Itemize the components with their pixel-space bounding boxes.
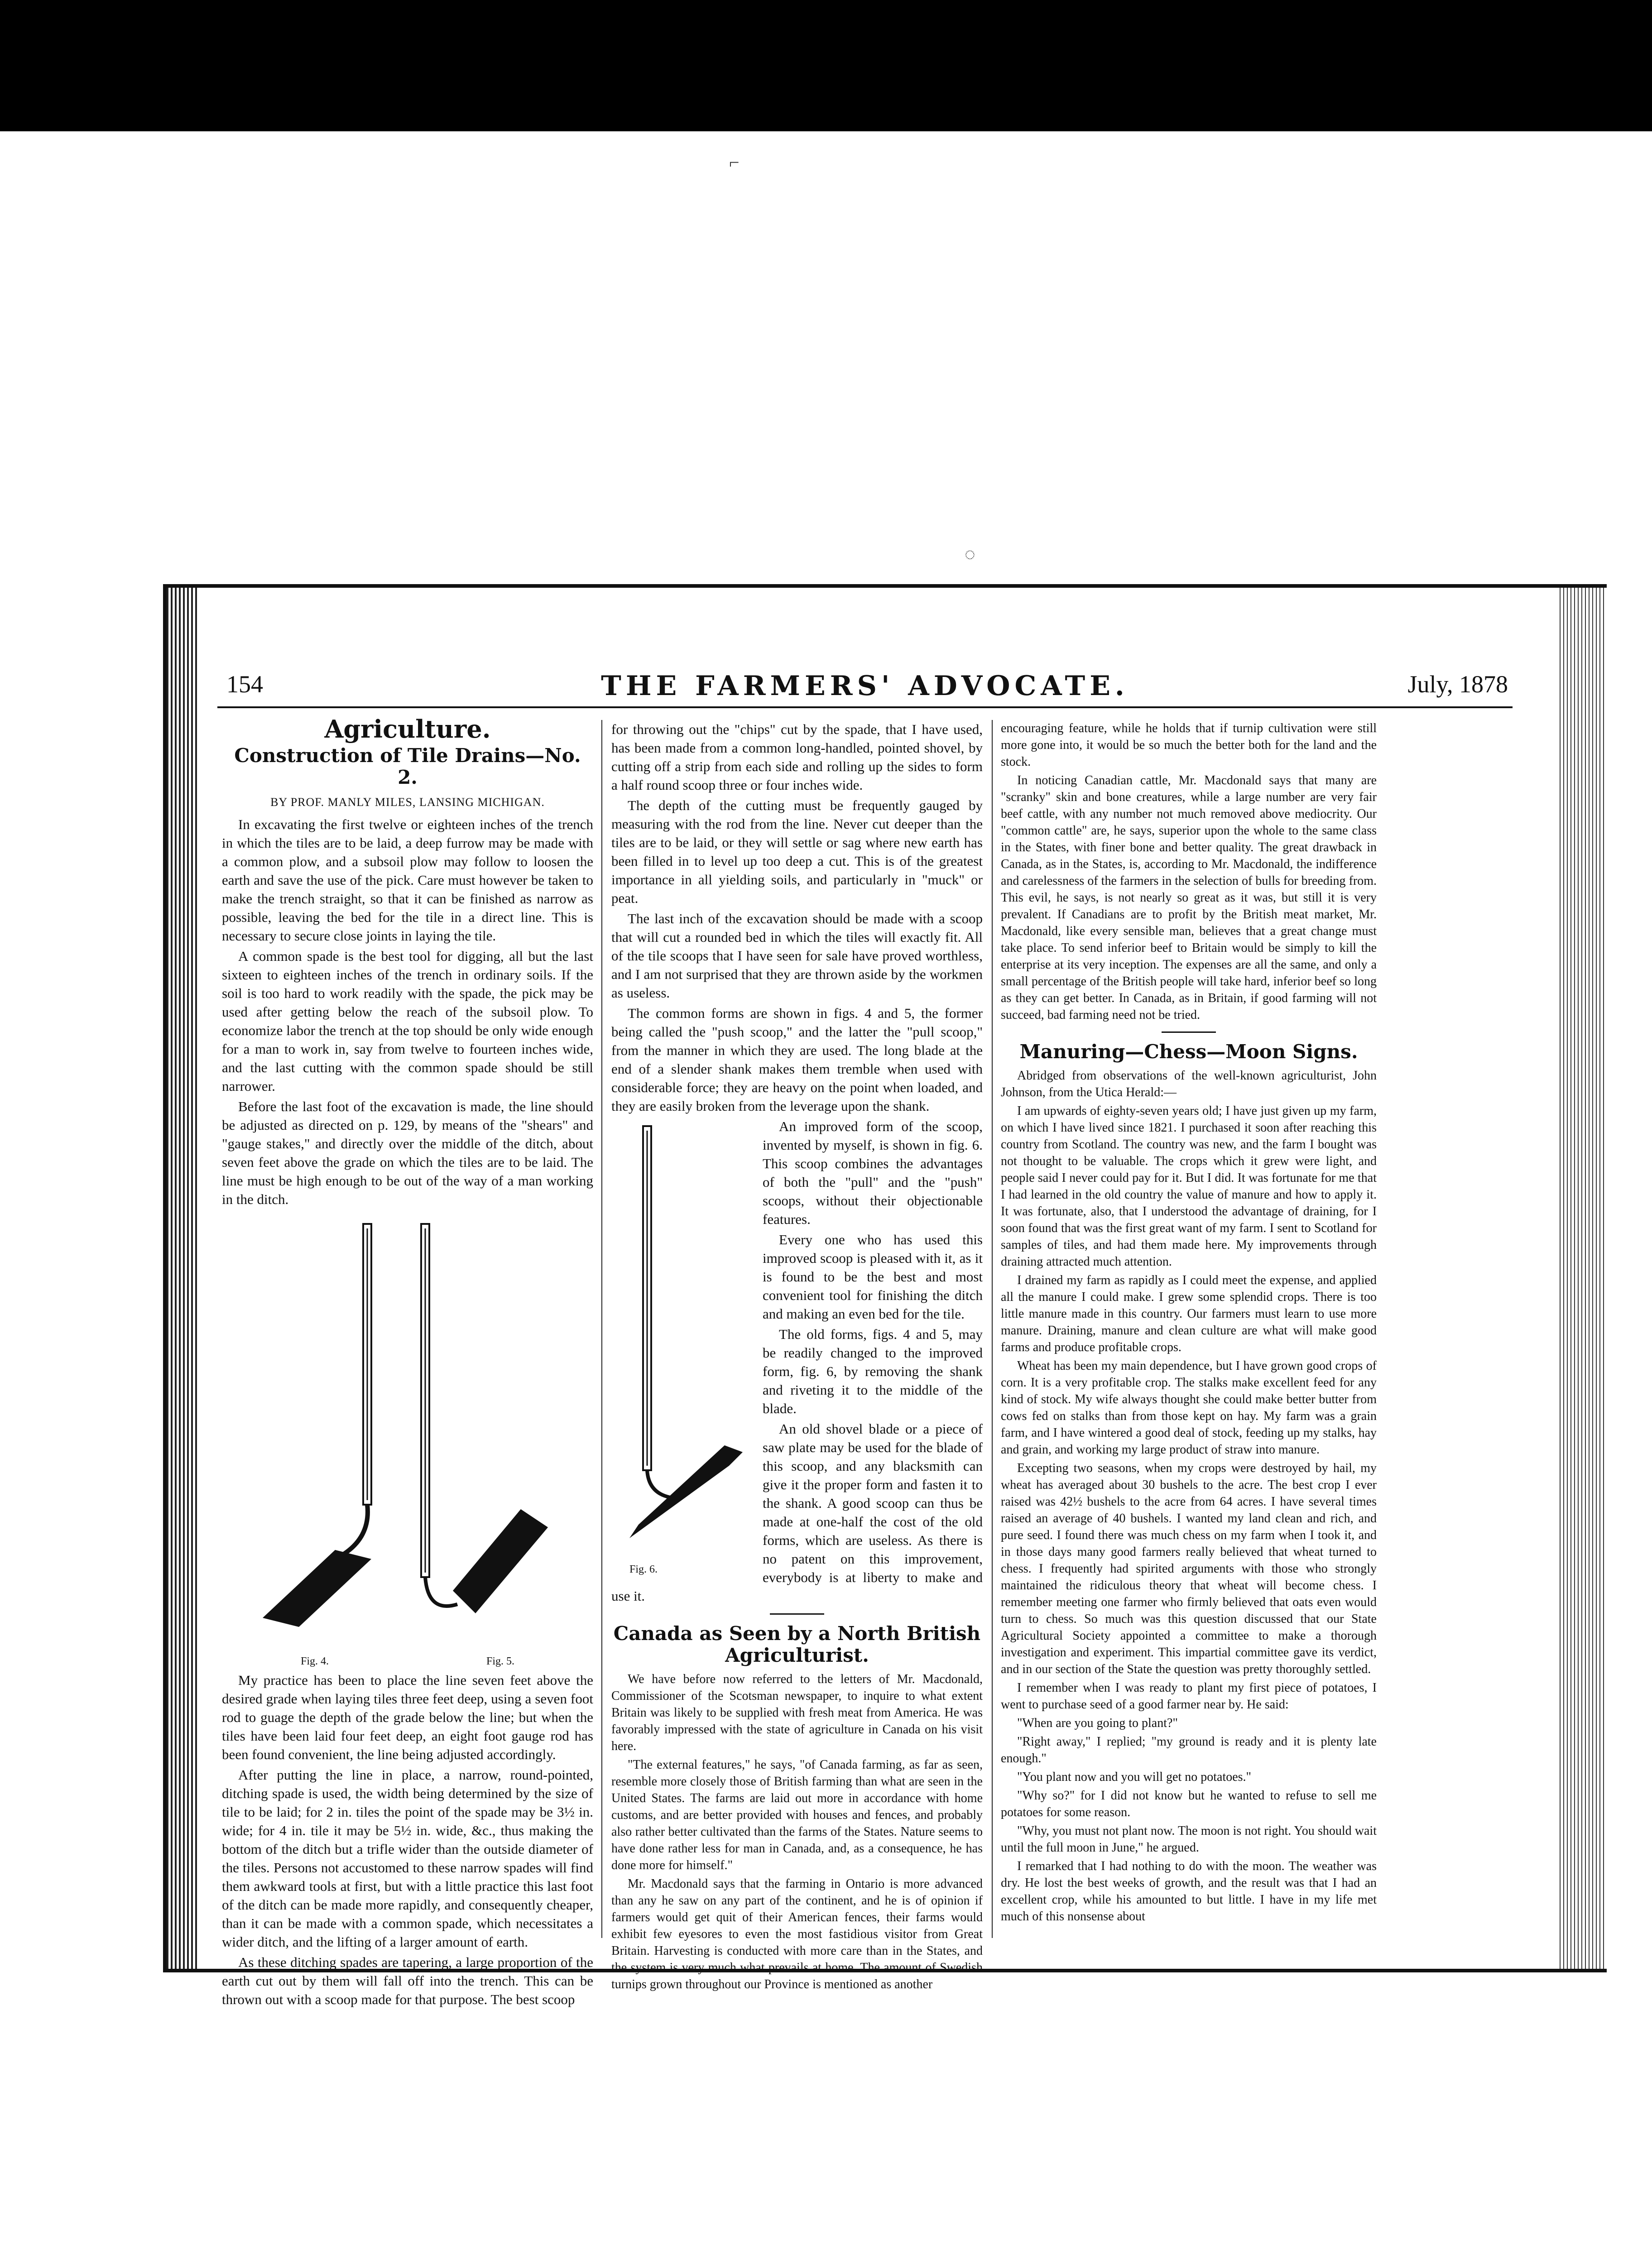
column-rule — [601, 720, 602, 1938]
paragraph: "Right away," I replied; "my ground is ready and it is plenty late enough." — [1001, 1735, 1377, 1765]
paragraph: for throwing out the "chips" cut by the spade, that I have used, has been made from a common long-handled, pointed shovel, by cutting off a strip from each side and rolling up the sides to form a half round scoop three or four inches wide. — [611, 721, 983, 793]
paragraph: My practice has been to place the line seven feet above the desired grade when laying tiles three feet deep, using a seven foot rod to guage the depth of the grade below the line; but when the tiles have been laid four feet deep, an eight foot gauge rod has been found convenient, the line being adjusted accordingly. — [222, 1672, 593, 1762]
paragraph: Mr. Macdonald says that the farming in Ontario is more advanced than any he saw on any part of the continent, and he is of opinion if farmers would get quit of their American fences, their farms would exhibit few eyesores to even the most fastidious visitor from Great Britain. Harvesting is conducted with more care than in the States, and the system is very much what prevails at home. The amount of Swedish turnips grown throughout our Province is mentioned as another — [611, 1877, 983, 1991]
article-separator — [1162, 1031, 1216, 1033]
article-byline: BY PROF. MANLY MILES, LANSING MICHIGAN. — [270, 796, 545, 809]
paragraph: In excavating the first twelve or eighteen inches of the trench in which the tiles are to be laid, a deep furrow may be made with a common plow, and a subsoil plow may follow to loosen the earth and save the use of the pick. Care must however be taken to make the trench straight, so that it can be finished as narrow as possible, leaving the bed for the tile in a direct line. This is necessary to secure close joints in laying the tile. — [222, 816, 593, 944]
issue-date: July, 1878 — [1407, 671, 1508, 698]
column-rule — [992, 720, 993, 1938]
scoop-illustrations — [222, 1215, 593, 1636]
column-1 — [222, 715, 593, 2010]
paragraph: "The external features," he says, "of Canada farming, as far as seen, resemble more closely those of British farming than what are seen in the United States. The farms are laid out more in accordance with home customs, and are better provided with houses and fences, and probably also rather better cultivated than the farms of the States. Nature seems to have done rather less for man in Canada, and, as a consequence, he has done more for himself." — [611, 1758, 983, 1872]
newspaper-page — [217, 643, 1513, 2007]
improved-scoop-illustration — [611, 1117, 756, 1552]
paragraph: After putting the line in place, a narrow, round-pointed, ditching spade is used, the width being determined by the size of tile to be laid; for 2 in. tiles the point of the spade may be 3½ in. wide; for 4 in. tile it may be 5½ in. wide, &c., thus making the bottom of the ditch but a trifle wider than the outside diameter of the tiles. Persons not accustomed to these narrow spades will find them awkward tools at first, but with a little practice this last foot of the ditch can be made more rapidly, and consequently cheaper, than it can be made with a common spade, which necessitates a wider ditch, and the lifting of a larger amount of earth. — [222, 1767, 593, 1950]
article-separator — [770, 1613, 824, 1615]
masthead-title: THE FARMERS' ADVOCATE. — [601, 670, 1129, 702]
fig4-push-scoop — [263, 1224, 371, 1627]
paragraph: An improved form of the scoop, invented by myself, is shown in fig. 6. This scoop combines the advantages of both the "pull" and the "push" scoops, without their objectionable features. — [763, 1118, 983, 1227]
paragraph: The last inch of the excavation should be made with a scoop that will cut a rounded bed in which the tiles will exactly fit. All of the tile scoops that I have seen for sale have proved worthless, and I am not surprised that they are thrown aside by the workmen as useless. — [611, 911, 983, 1001]
paragraph: The common forms are shown in figs. 4 and 5, the former being called the "push scoop," and the latter the "pull scoop," from the manner in which they are used. The long blade at the end of a slender shank makes them tremble when used with considerable force; they are heavy on the point when loaded, and they are easily broken from the leverage upon the shank. — [611, 1005, 983, 1114]
article-title: Manuring—Chess—Moon Signs. — [1019, 1041, 1358, 1063]
article-title: Construction of Tile Drains—No. 2. — [234, 744, 581, 788]
paragraph: I am upwards of eighty-seven years old; I have just given up my farm, on which I have lived since 1821. I purchased it soon after reaching this country from Scotland. The country was new, and the farm I bought was not thought to be valuable. The crops which it grew were light, and people said I never could pay for it. But I did. It was fortunate for me that I had learned in the old country the value of manure and how to apply it. It was fortunate, also, that I understood the advantage of draining, for I soon found that was the first great want of my farm. I sent to Scotland for samples of tiles, and had them made here. My improvements through draining attracted much attention. — [1001, 1104, 1377, 1269]
paragraph: We have before now referred to the letters of Mr. Macdonald, Commissioner of the Scotsman newspaper, to inquire to what extent Britain was likely to be supplied with fresh meat from America. He was favorably impressed with the state of agriculture in Canada on his visit here. — [611, 1672, 983, 1753]
scan-mark: ⌐ — [729, 152, 740, 173]
fig5-caption: Fig. 5. — [486, 1655, 514, 1667]
paragraph: Every one who has used this improved scoop is pleased with it, as it is found to be the best and most convenient tool for finishing the ditch and making an even bed for the tile. — [763, 1232, 983, 1322]
page-number: 154 — [226, 671, 263, 698]
fig4-caption: Fig. 4. — [300, 1655, 329, 1667]
paragraph: Before the last foot of the excavation is made, the line should be adjusted as directed on p. 129, by means of the "shears" and "gauge stakes," and directly over the middle of the ditch, about seven feet above the grade on which the tiles are to be laid. The line must be high enough to be out of the way of a man working in the ditch. — [222, 1098, 593, 1207]
paragraph: I remarked that I had nothing to do with the moon. The weather was dry. He lost the best weeks of growth, and the result was that I had an excellent crop, while his amounted to but little. I have in my life met much of this nonsense about — [1001, 1859, 1377, 1923]
fig6-caption: Fig. 6. — [629, 1564, 658, 1575]
paragraph: encouraging feature, while he holds that if turnip cultivation were still more gone into, it would be so much the better both for the land and the stock. — [1001, 721, 1377, 769]
paragraph: I remember when I was ready to plant my first piece of potatoes, I went to purchase seed of a good farmer near by. He said: — [1001, 1681, 1377, 1712]
figure-captions — [222, 1652, 593, 1671]
paragraph: The old forms, figs. 4 and 5, may be readily changed to the improved form, fig. 6, by removing the shank and riveting it to the middle of the blade. — [763, 1326, 983, 1416]
paragraph: In noticing Canadian cattle, Mr. Macdonald says that many are "scranky" skin and bone creatures, while a large number are very fair beef cattle, with any number not much removed above mediocrity. Our "common cattle" are, he says, superior upon the whole to the same class in the States, with finer bone and better quality. The great drawback in Canada, as in the States, is, according to Mr. Macdonald, the indifference and carelessness of the farmers in the selection of bulls for breeding from. This evil, he says, is not nearly so great as it was, but still it is very prevalent. If Canadians are to profit by the British meat market, Mr. Macdonald, like every sensible man, believes that a great change must take place. To send inferior beef to Britain would be simply to kill the enterprise at its very inception. The expenses are all the same, and only a small percentage of the British people will take hard, inferior beef so long as they can get better. In Canada, as in Britain, if good farming will not succeed, bad farming need not be tried. — [1001, 773, 1377, 1022]
paragraph: The depth of the cutting must be frequently gauged by measuring with the rod from the line. Never cut deeper than the tiles are to be laid, or they will settle or sag where new earth has been filled in to level up too deep a cut. This is of the greatest importance in all yielding soils, and particularly in "muck" or peat. — [611, 797, 983, 906]
scan-mark: ◌ — [965, 544, 975, 564]
page-header — [217, 670, 1513, 708]
paragraph: I drained my farm as rapidly as I could meet the expense, and applied all the manure I could make. I grew some splendid crops. There is too little manure made in this country. Our farmers must learn to use more manure. Draining, manure and clean culture are what will make good farms and produce profitable crops. — [1001, 1273, 1377, 1354]
paragraph: Wheat has been my main dependence, but I have grown good crops of corn. It is a very profitable crop. The stalks make excellent feed for any kind of stock. My wife always thought she could make better butter from cows fed on stalks than from those kept on hay. My farm was a grain farm, and I have wintered a good deal of stock, feeding up my stalks, hay and grain, and working my large product of straw into manure. — [1001, 1359, 1377, 1457]
paragraph: Abridged from observations of the well-known agriculturist, John Johnson, from the Utica Herald:— — [1001, 1069, 1377, 1099]
article-title: Canada as Seen by a North British Agriculturist. — [613, 1622, 981, 1666]
paragraph: "Why so?" for I did not know but he wanted to refuse to sell me potatoes for some reason. — [1001, 1789, 1377, 1819]
figure-4-5 — [222, 1215, 593, 1650]
fig5-pull-scoop — [421, 1224, 548, 1613]
paragraph: A common spade is the best tool for digging, all but the last sixteen to eighteen inches of the trench in ordinary soils. If the soil is too hard to work readily with the spade, the pick may be used after getting below the reach of the subsoil plow. To economize labor the trench at the top should be only wide enough for a man to work in, say from twelve to fourteen inches wide, and the last cutting with the common spade should be still narrower. — [222, 948, 593, 1094]
page-edge — [1557, 588, 1607, 1969]
paragraph: Excepting two seasons, when my crops were destroyed by hail, my wheat has averaged about 30 bushels to the acre. The best crop I ever raised was 42½ bushels to the acre from 64 acres. I have several times raised an average of 40 bushels. I wanted my land clean and rich, and pure seed. I found there was much chess on my farm when I took it, and in those days many good farmers really believed that wheat turned to chess. I frequently had spirited arguments with those who strongly maintained the ridiculous theory that wheat will become chess. I remember meeting one farmer who firmly believed that oats even would turn to chess. So much was this question discussed that our State Agricultural Society appointed a committee to make a thorough investigation and experiment. This impartial committee gave its verdict, and in our section of the State the question was pretty thoroughly settled. — [1001, 1461, 1377, 1676]
paragraph: "When are you going to plant?" — [1017, 1716, 1178, 1730]
binding-gutter — [167, 588, 198, 1969]
column-3 — [1001, 720, 1377, 1927]
paragraph: "You plant now and you will get no potatoes." — [1017, 1770, 1251, 1784]
column-2 — [611, 720, 983, 1995]
paragraph: An old shovel blade or a piece of saw plate may be used for the blade of this scoop, and any blacksmith can give it the proper form and fasten it to the shank. A good scoop can thus be made at one-half the cost of the old forms, which are useless. As there is no patent on this improvement, everybody is at liberty to make and use it. — [611, 1421, 983, 1604]
paragraph: As these ditching spades are tapering, a large proportion of the earth cut out by them will fall off into the trench. This can be thrown out with a scoop made for that purpose. The best scoop — [222, 1954, 593, 2007]
paragraph: "Why, you must not plant now. The moon is not right. You should wait until the full moon in June," he argued. — [1001, 1824, 1377, 1855]
section-heading: Agriculture. — [324, 715, 491, 743]
figure-6 — [611, 1117, 756, 1579]
